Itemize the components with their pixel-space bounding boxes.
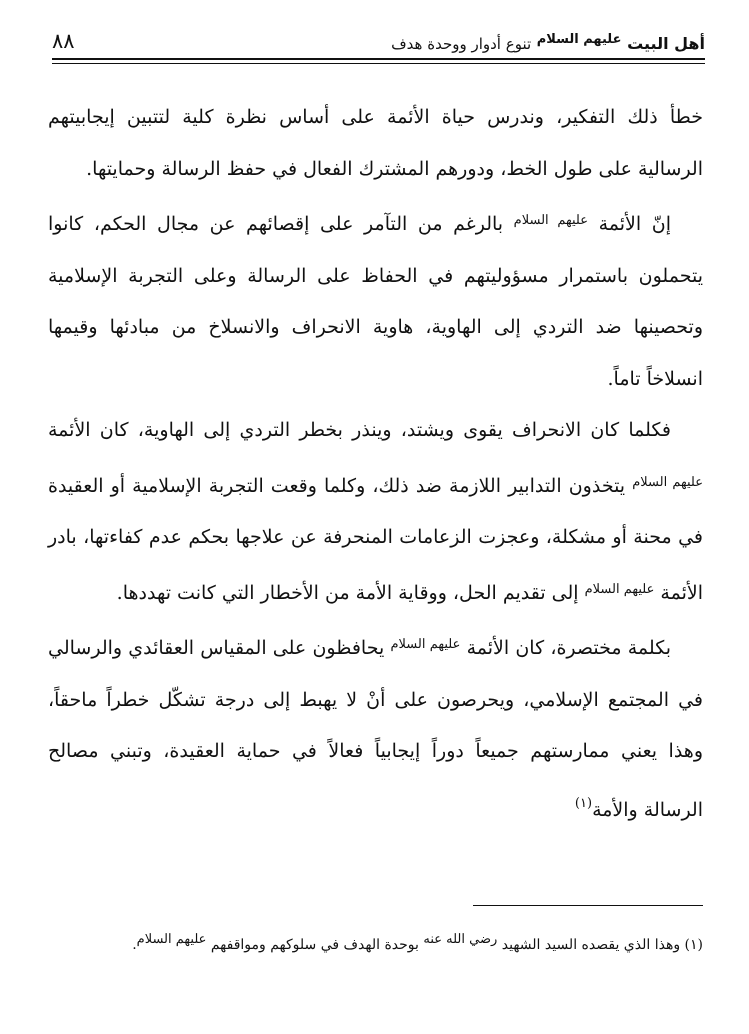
- header-title-text: أهل البيت: [627, 34, 705, 53]
- paragraph-1: [48, 92, 703, 195]
- header-subtitle: تنوع أدوار ووحدة هدف: [391, 35, 532, 53]
- footnote-separator: [473, 905, 703, 906]
- paragraph-4-rest: يحافظون على المقياس العقائدي والرسالي في المجتمع الإسلامي، ويحرصون على أنْ لا يهبط إلى درجة تشكّل خطراً ماحقاً، وهذا يعني ممارستهم جميعاً دوراً إيجابياً فعالاً في حماية العقيدة، وتبني مصالح الرسالة والأمة: [48, 637, 703, 821]
- paragraph-2: [48, 195, 703, 405]
- paragraph-3-end: إلى تقديم الحل، ووقاية الأمة من الأخطار التي كانت تهددها.: [116, 581, 579, 604]
- paragraph-2-rest: بالرغم من التآمر على إقصائهم عن مجال الحكم، كانوا يتحملون باستمرار مسؤوليتهم في الحفاظ على الرسالة وعلى التجربة الإسلامية وتحصينها ضد التردي إلى الهاوية، هاوية الانحراف والانسلاخ من مبادئها وقيمها انسلاخاً تاماً.: [48, 213, 703, 390]
- footnote-marker[interactable]: (١): [574, 795, 593, 811]
- footnote-honorific-1: رضي الله عنه: [423, 932, 498, 947]
- footnote-middle: بوحدة الهدف في سلوكهم ومواقفهم: [210, 937, 419, 953]
- footnote-end: .: [132, 937, 137, 953]
- footnote-prefix: (١) وهذا الذي يقصده السيد الشهيد: [501, 937, 703, 953]
- header-honorific: عليهم السلام: [536, 32, 622, 47]
- footnote-1: [48, 928, 703, 957]
- main-text: [48, 92, 703, 836]
- page-number: ٨٨: [52, 29, 75, 53]
- header-rule-thick: [52, 58, 705, 60]
- page-header: [52, 29, 705, 66]
- paragraph-3: [48, 405, 703, 619]
- honorific-mark: عليهم السلام: [390, 637, 461, 652]
- paragraph-4-start: بكلمة مختصرة، كان الأئمة: [466, 637, 671, 659]
- honorific-mark: عليهم السلام: [632, 474, 703, 490]
- paragraph-4: [48, 619, 703, 836]
- header-rule-thin: [52, 63, 705, 64]
- paragraph-2-start: إنّ الأئمة: [598, 213, 671, 235]
- honorific-mark: عليهم السلام: [513, 213, 588, 228]
- footnote-honorific-2: عليهم السلام: [136, 932, 207, 947]
- honorific-mark: عليهم السلام: [584, 581, 655, 597]
- running-title: [391, 32, 705, 53]
- paragraph-3-start: فكلما كان الانحراف يقوى ويشتد، وينذر بخطر التردي إلى الهاوية، كان الأئمة: [48, 419, 671, 441]
- paragraph-3-middle: يتخذون التدابير اللازمة ضد ذلك، وكلما وقعت التجربة الإسلامية أو العقيدة في محنة أو مشكلة، وعجزت الزعامات المنحرفة عن علاجها بحكم عدم كفاءتها، بادر الأئمة: [48, 474, 703, 604]
- paragraph-1-text: خطأ ذلك التفكير، وندرس حياة الأئمة على أساس نظرة كلية لتتبين إيجابيتهم الرسالية على طول الخط، ودورهم المشترك الفعال في حفظ الرسالة وحمايتها.: [48, 106, 703, 180]
